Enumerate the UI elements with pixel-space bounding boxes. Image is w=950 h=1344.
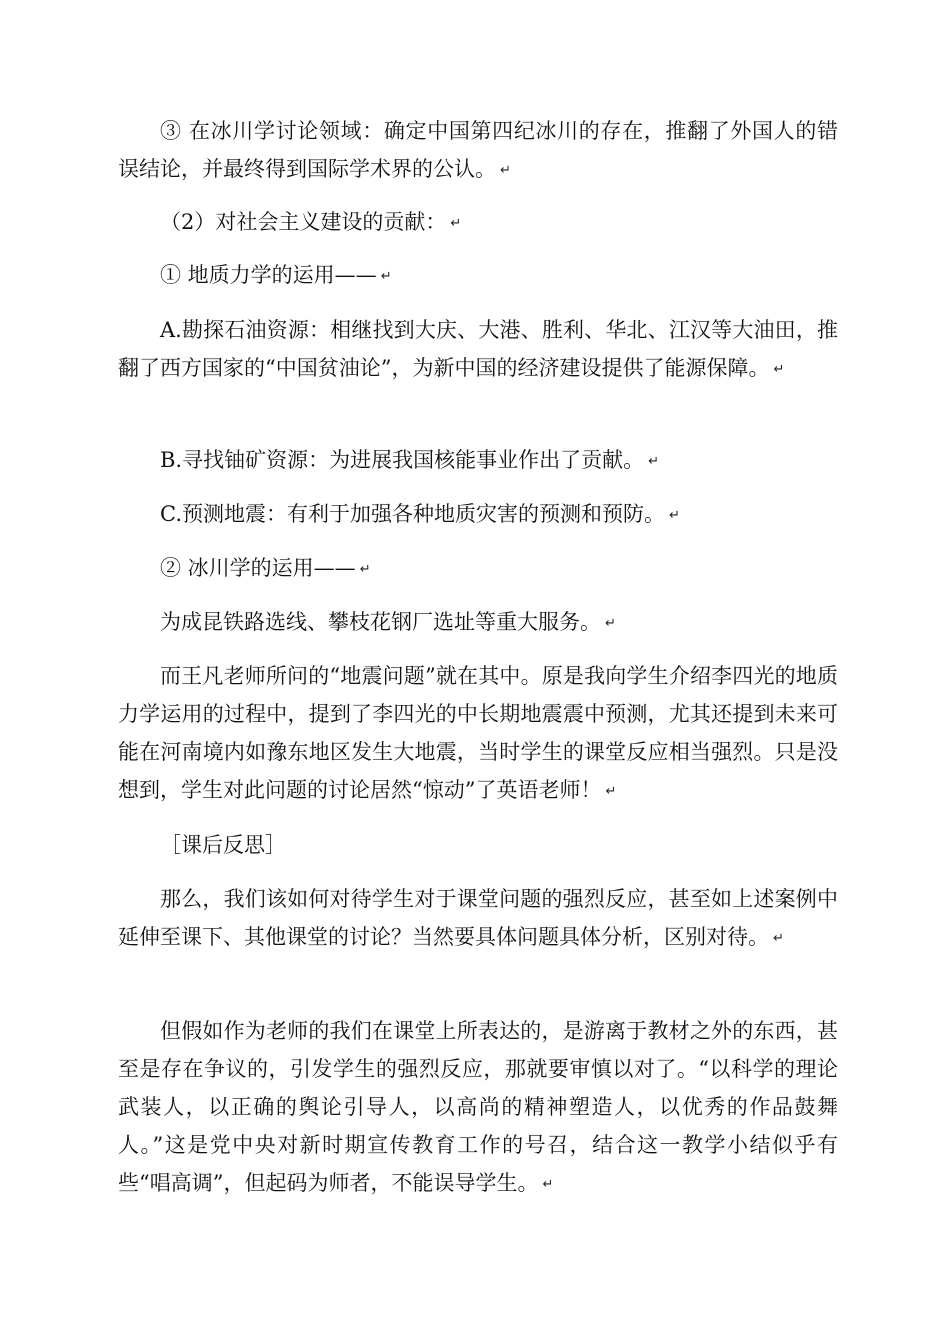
paragraph-text: ③ 在冰川学讨论领域：确定中国第四纪冰川的存在，推翻了外国人的错误结论，并最终得到国际学术界的公认。 [118, 119, 838, 181]
paragraph-text: ② 冰川学的运用—— [160, 556, 356, 580]
paragraph-mark-icon: ↵ [380, 269, 392, 284]
paragraph-text: 而王凡老师所问的“地震问题”就在其中。原是我向学生介绍李四光的地质力学运用的过程中，提到了李四光的中长期地震震中预测，尤其还提到未来可能在河南境内如豫东地区发生大地震，当时学生的课堂反应相当强烈。只是没想到，学生对此问题的讨论居然“惊动”了英语老师！ [118, 664, 838, 802]
paragraph-mark-icon: ↵ [500, 163, 511, 178]
paragraph-text: ① 地质力学的运用—— [160, 263, 377, 287]
paragraph-mark-icon: ↵ [773, 362, 785, 377]
paragraph-mark-icon: ↵ [648, 454, 660, 469]
paragraph-text: B.寻找铀矿资源：为进展我国核能事业作出了贡献。 [160, 448, 645, 472]
paragraph-uranium [118, 441, 838, 479]
paragraph-reflection-1 [118, 880, 838, 956]
section-heading-reflection [118, 826, 838, 864]
paragraph-text: 为成昆铁路选线、攀枝花钢厂选址等重大服务。 [160, 610, 601, 634]
paragraph-mark-icon: ↵ [605, 616, 616, 631]
paragraph-mark-icon: ↵ [773, 931, 784, 946]
paragraph-earthquake-prediction [118, 495, 838, 533]
paragraph-mark-icon: ↵ [542, 1177, 554, 1192]
paragraph-earthquake-question [118, 657, 838, 809]
paragraph-mark-icon: ↵ [669, 508, 680, 523]
paragraph-text: A.勘探石油资源：相继找到大庆、大港、胜利、华北、江汉等大油田，推翻了西方国家的“中国贫油论”，为新中国的经济建设提供了能源保障。 [118, 318, 838, 380]
paragraph-text: C.预测地震：有利于加强各种地质灾害的预测和预防。 [160, 502, 665, 526]
paragraph-oil-exploration [118, 311, 838, 387]
paragraph-reflection-2 [118, 1012, 838, 1202]
paragraph-glaciology-application [118, 549, 838, 587]
paragraph-text: 那么，我们该如何对待学生对于课堂问题的强烈反应，甚至如上述案例中延伸至课下、其他课堂的讨论？当然要具体问题具体分析，区别对待。 [118, 887, 838, 949]
paragraph-text: ［课后反思］ [160, 833, 286, 857]
paragraph-socialist-contribution [118, 203, 838, 241]
paragraph-text: 但假如作为老师的我们在课堂上所表达的，是游离于教材之外的东西，甚至是存在争议的，引发学生的强烈反应，那就要审慎以对了。“以科学的理论武装人，以正确的舆论引导人，以高尚的精神塑造人，以优秀的作品鼓舞人。”这是党中央对新时期宣传教育工作的号召，结合这一教学小结似乎有些“唱高调”，但起码为师者，不能误导学生。 [118, 1019, 838, 1195]
paragraph-mark-icon: ↵ [605, 784, 617, 799]
paragraph-geomechanics [118, 256, 838, 294]
paragraph-mark-icon: ↵ [450, 216, 462, 231]
paragraph-glacier-research [118, 112, 838, 188]
paragraph-mark-icon: ↵ [359, 562, 371, 577]
paragraph-railway-service [118, 603, 838, 641]
paragraph-text: （2）对社会主义建设的贡献： [160, 210, 447, 234]
